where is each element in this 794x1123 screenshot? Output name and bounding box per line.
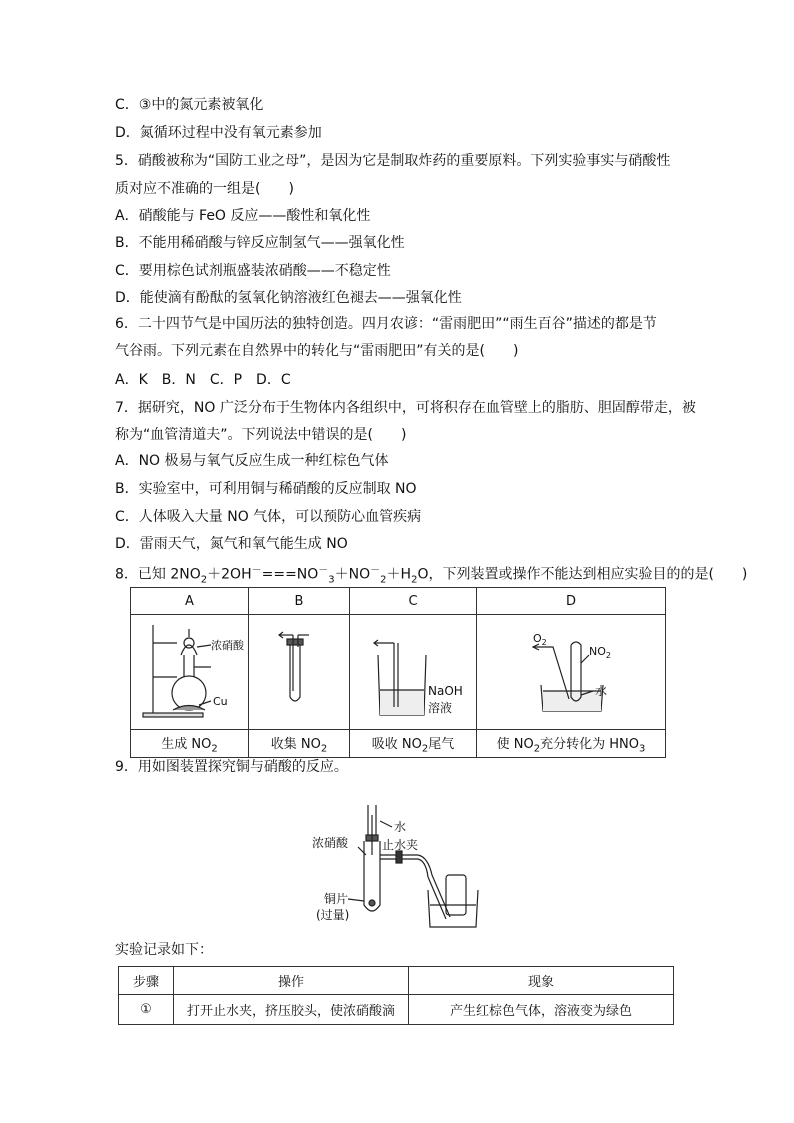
label-solution: 溶液 bbox=[428, 701, 453, 715]
q8-figure-b-cell bbox=[249, 615, 350, 730]
q8-figure-d-cell bbox=[477, 615, 666, 730]
label-water: 水 bbox=[394, 820, 407, 834]
record-header-phenomenon: 现象 bbox=[409, 967, 674, 995]
label-clamp: 止水夹 bbox=[382, 838, 419, 852]
record-step-1: ① bbox=[119, 995, 174, 1025]
q8-header-c: C bbox=[350, 588, 477, 615]
apparatus-b-figure bbox=[249, 615, 349, 725]
q8-caption-b: 收集 $NO_2$ bbox=[249, 730, 350, 758]
label-excess: (过量) bbox=[316, 908, 350, 922]
q8-figure-a-cell bbox=[131, 615, 249, 730]
option-d-line: D．氮循环过程中没有氧元素参加 bbox=[115, 125, 322, 141]
option-c-line: C．③中的氮元素被氧化 bbox=[115, 97, 264, 113]
label-copper: 铜片 bbox=[324, 892, 349, 906]
q8-caption-c: 吸收 $NO_2$尾气 bbox=[350, 730, 477, 758]
q8-header-a: A bbox=[131, 588, 249, 615]
question-6-line2: 气谷雨。下列元素在自然界中的转化与“雷雨肥田”有关的是( ) bbox=[115, 343, 519, 359]
q5-option-b: B．不能用稀硝酸与锌反应制氢气——强氧化性 bbox=[115, 235, 405, 251]
question-6-line1: 6．二十四节气是中国历法的独特创造。四月农谚：“雷雨肥田”“雨生百谷”描述的都是节 bbox=[115, 316, 657, 332]
q5-option-a: A．硝酸能与 FeO 反应——酸性和氧化性 bbox=[115, 208, 371, 224]
q9-apparatus-figure bbox=[300, 795, 500, 935]
question-5-line1: 5．硝酸被称为“国防工业之母”，是因为它是制取炸药的重要原料。下列实验事实与硝酸性 bbox=[115, 153, 671, 169]
apparatus-a-figure bbox=[131, 615, 248, 725]
label-no2: $NO_2$ bbox=[589, 645, 611, 660]
q6-options: A．K B．N C．P D．C bbox=[115, 372, 291, 388]
q8-figure-c-cell bbox=[350, 615, 477, 730]
q7-option-a: A．NO 极易与氧气反应生成一种红棕色气体 bbox=[115, 453, 389, 469]
q5-option-c: C．要用棕色试剂瓶盛装浓硝酸——不稳定性 bbox=[115, 263, 391, 279]
label-concentrated-nitric-acid: 浓硝酸 bbox=[211, 639, 244, 652]
question-9-line: 9．用如图装置探究铜与硝酸的反应。 bbox=[115, 759, 348, 775]
q8-caption-a: 生成 $NO_2$ bbox=[131, 730, 249, 758]
question-5-line2: 质对应不准确的一组是( ) bbox=[115, 181, 294, 197]
label-cu: Cu bbox=[213, 695, 228, 708]
label-concentrated-nitric-acid: 浓硝酸 bbox=[312, 836, 349, 850]
q8-header-d: D bbox=[477, 588, 666, 615]
label-o2: $O_2$ bbox=[533, 632, 547, 647]
q7-option-b: B．实验室中，可利用铜与稀硝酸的反应制取 NO bbox=[115, 481, 417, 497]
record-line: 实验记录如下： bbox=[115, 942, 213, 958]
question-7-line1: 7．据研究，NO 广泛分布于生物体内各组织中，可将积存在血管壁上的脂肪、胆固醇带走，被 bbox=[115, 400, 696, 416]
record-header-step: 步骤 bbox=[119, 967, 174, 995]
apparatus-d-figure bbox=[477, 615, 665, 725]
label-naoh: NaOH bbox=[428, 684, 463, 698]
q8-header-b: B bbox=[249, 588, 350, 615]
q5-option-d: D．能使滴有酚酞的氢氧化钠溶液红色褪去——强氧化性 bbox=[115, 290, 462, 306]
q7-option-c: C．人体吸入大量 NO 气体，可以预防心血管疾病 bbox=[115, 509, 422, 525]
q7-option-d: D．雷雨天气，氮气和氧气能生成 NO bbox=[115, 536, 348, 552]
label-water: 水 bbox=[595, 684, 608, 698]
question-8-line: 8．已知 $2NO_2+2OH^-===NO^-_3+NO^-_2+H_2O$，下列装置或操作不能达到相应实验目的的是( ) bbox=[115, 565, 748, 586]
q8-caption-d: 使 $NO_2$充分转化为 $HNO_3$ bbox=[477, 730, 666, 758]
apparatus-c-figure bbox=[350, 615, 476, 725]
q8-apparatus-table bbox=[130, 587, 666, 758]
record-operation-1: 打开止水夹，挤压胶头，使浓硝酸滴 bbox=[174, 995, 409, 1025]
experiment-record-table bbox=[118, 966, 674, 1025]
question-7-line2: 称为“血管清道夫”。下列说法中错误的是( ) bbox=[115, 427, 407, 443]
record-header-operation: 操作 bbox=[174, 967, 409, 995]
record-phenomenon-1: 产生红棕色气体，溶液变为绿色 bbox=[409, 995, 674, 1025]
